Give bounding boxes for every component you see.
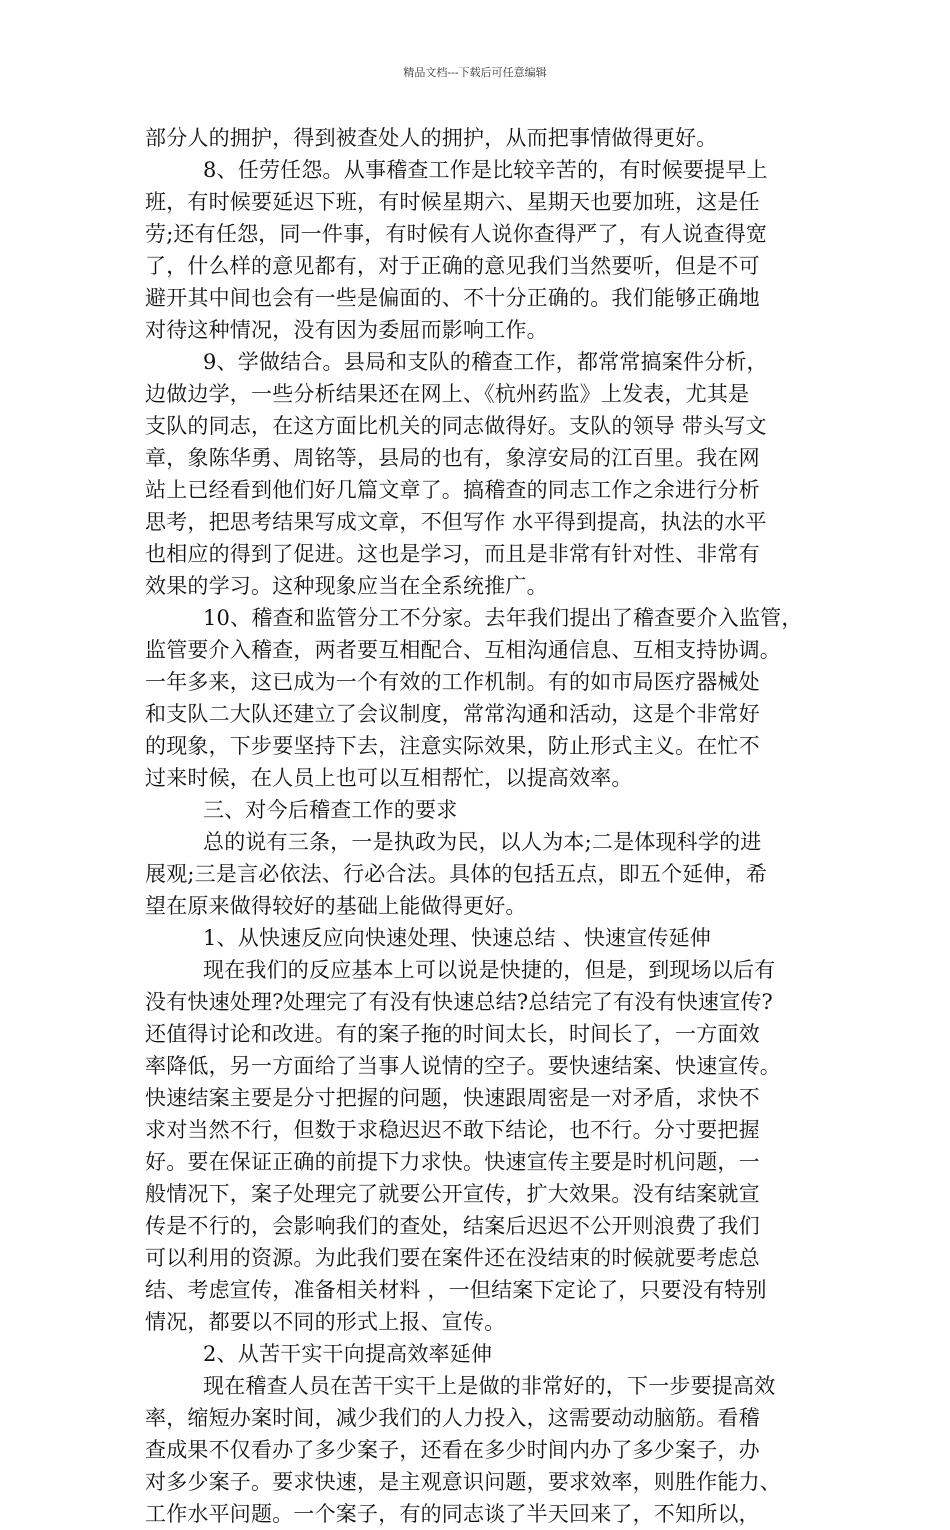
- text-line: 过来时候，在人员上也可以互相帮忙，以提高效率。: [145, 766, 633, 790]
- text-line: 对多少案子。要求快速，是主观意识问题，要求效率，则胜作能力、: [145, 1470, 781, 1494]
- text-line: 10、稽查和监管分工不分家。去年我们提出了稽查要介入监管，: [203, 606, 803, 630]
- text-line: 对待这种情况，没有因为委屈而影响工作。: [145, 318, 548, 342]
- text-line: 总的说有三条，一是执政为民，以人为本;二是体现科学的进: [203, 830, 762, 854]
- text-line: 展观;三是言必依法、行必合法。具体的包括五点，即五个延伸，希: [145, 862, 768, 886]
- text-line: 望在原来做得较好的基础上能做得更好。: [145, 894, 527, 918]
- text-line: 还值得讨论和改进。有的案子拖的时间太长，时间长了，一方面效: [145, 1022, 760, 1046]
- text-line: 站上已经看到他们好几篇文章了。搞稽查的同志工作之余进行分析: [145, 478, 760, 502]
- text-line: 班，有时候要延迟下班，有时候星期六、星期天也要加班，这是任: [145, 190, 760, 214]
- text-line: 避开其中间也会有一些是偏面的、不十分正确的。我们能够正确地: [145, 286, 760, 310]
- text-line: 章，象陈华勇、周铭等，县局的也有，象淳安局的江百里。我在网: [145, 446, 760, 470]
- text-line: 一年多来，这已成为一个有效的工作机制。有的如市局医疗器械处: [145, 670, 760, 694]
- text-line: 快速结案主要是分寸把握的问题，快速跟周密是一对矛盾，求快不: [145, 1086, 760, 1110]
- text-line: 效果的学习。这种现象应当在全系统推广。: [145, 574, 548, 598]
- text-line: 工作水平问题。一个案子，有的同志谈了半天回来了，不知所以，: [145, 1502, 760, 1526]
- text-line: 现在稽查人员在苦干实干上是做的非常好的，下一步要提高效: [203, 1374, 776, 1398]
- page-header: 精品文档---下载后可任意编辑: [403, 66, 547, 79]
- text-line: 的现象，下步要坚持下去，注意实际效果，防止形式主义。在忙不: [145, 734, 760, 758]
- text-line: 了，什么样的意见都有，对于正确的意见我们当然要听，但是不可: [145, 254, 760, 278]
- text-line: 和支队二大队还建立了会议制度，常常沟通和活动，这是个非常好: [145, 702, 760, 726]
- text-line: 情况，都要以不同的形式上报、宣传。: [145, 1310, 506, 1334]
- text-line: 现在我们的反应基本上可以说是快捷的，但是，到现场以后有: [203, 958, 776, 982]
- text-line: 2、从苦干实干向提高效率延伸: [203, 1342, 493, 1366]
- text-line: 9、学做结合。县局和支队的稽查工作，都常常搞案件分析，: [203, 350, 768, 374]
- text-line: 1、从快速反应向快速处理、快速总结 、快速宣传延伸: [203, 926, 712, 950]
- text-line: 求对当然不行，但数于求稳迟迟不敢下结论，也不行。分寸要把握: [145, 1118, 760, 1142]
- text-line: 没有快速处理?处理完了有没有快速总结?总结完了有没有快速宣传?: [145, 990, 773, 1014]
- text-line: 结、考虑宣传，准备相关材料 ，一但结案下定论了，只要没有特别: [145, 1278, 767, 1302]
- text-line: 好。要在保证正确的前提下力求快。快速宣传主要是时机问题，一: [145, 1150, 760, 1174]
- document-body: [145, 122, 823, 1530]
- text-line: 传是不行的，会影响我们的查处，结案后迟迟不公开则浪费了我们: [145, 1214, 760, 1238]
- text-line: 支队的同志，在这方面比机关的同志做得好。支队的领导 带头写文: [145, 414, 767, 438]
- text-line: 查成果不仅看办了多少案子，还看在多少时间内办了多少案子，办: [145, 1438, 760, 1462]
- text-line: 三、对今后稽查工作的要求: [203, 798, 458, 822]
- text-line: 部分人的拥护，得到被查处人的拥护，从而把事情做得更好。: [145, 126, 718, 150]
- text-line: 率，缩短办案时间，减少我们的人力投入，这需要动动脑筋。看稽: [145, 1406, 760, 1430]
- text-line: 监管要介入稽查，两者要互相配合、互相沟通信息、互相支持协调。: [145, 638, 781, 662]
- text-line: 率降低，另一方面给了当事人说情的空子。要快速结案、快速宣传。: [145, 1054, 781, 1078]
- text-line: 劳;还有任怨，同一件事，有时候有人说你查得严了，有人说查得宽: [145, 222, 768, 246]
- text-line: 8、任劳任怨。从事稽查工作是比较辛苦的，有时候要提早上: [203, 158, 768, 182]
- text-line: 思考，把思考结果写成文章，不但写作 水平得到提高，执法的水平: [145, 510, 767, 534]
- text-line: 般情况下，案子处理完了就要公开宣传，扩大效果。没有结案就宣: [145, 1182, 760, 1206]
- text-line: 可以利用的资源。为此我们要在案件还在没结束的时候就要考虑总: [145, 1246, 760, 1270]
- text-line: 也相应的得到了促进。这也是学习，而且是非常有针对性、非常有: [145, 542, 760, 566]
- text-line: 边做边学，一些分析结果还在网上、《杭州药监》上发表，尤其是: [145, 382, 750, 406]
